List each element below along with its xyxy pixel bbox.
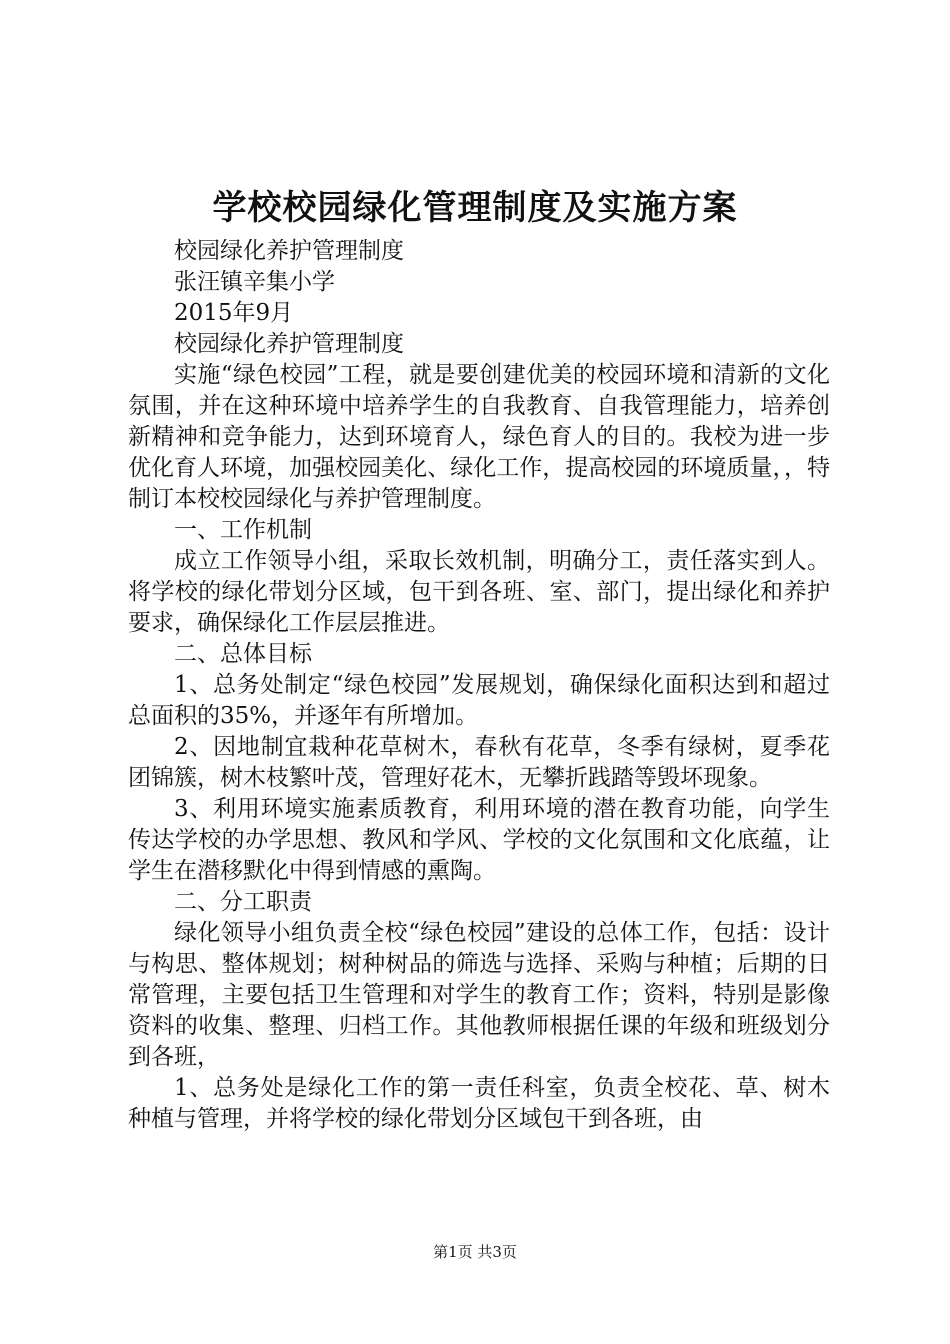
paragraph-goal-3: 3、利用环境实施素质教育，利用环境的潜在教育功能，向学生传达学校的办学思想、教风和学风、学校的文化氛围和文化底蕴，让学生在潜移默化中得到情感的熏陶。 [128, 796, 830, 884]
paragraph-goal-2: 2、因地制宜栽种花草树木，春秋有花草，冬季有绿树，夏季花团锦簇，树木枝繁叶茂，管理好花木，无攀折践踏等毁坏现象。 [128, 734, 830, 791]
paragraph-goal-1: 1、总务处制定“绿色校园”发展规划，确保绿化面积达到和超过总面积的35%，并逐年有所增加。 [128, 672, 830, 729]
paragraph-duty-1: 1、总务处是绿化工作的第一责任科室，负责全校花、草、树木种植与管理，并将学校的绿化带划分区域包干到各班，由 [128, 1075, 830, 1132]
paragraph-duties: 绿化领导小组负责全校“绿色校园”建设的总体工作，包括：设计与构思、整体规划；树种树品的筛选与选择、采购与种植；后期的日常管理，主要包括卫生管理和对学生的教育工作；资料，特别是影像资料的收集、整理、归档工作。其他教师根据任课的年级和班级划分到各班， [128, 920, 830, 1070]
section-heading-mechanism: 一、工作机制 [174, 517, 312, 543]
document-title: 学校校园绿化管理制度及实施方案 [212, 188, 738, 228]
page-footer: 第1页 共3页 [433, 1243, 517, 1261]
section-heading-goals: 二、总体目标 [174, 641, 312, 667]
paragraph-heading: 校园绿化养护管理制度 [174, 331, 404, 357]
paragraph-date: 2015年9月 [174, 300, 294, 326]
section-heading-duties: 二、分工职责 [174, 889, 312, 915]
paragraph-mechanism: 成立工作领导小组，采取长效机制，明确分工，责任落实到人。将学校的绿化带划分区域，包干到各班、室、部门，提出绿化和养护要求，确保绿化工作层层推进。 [128, 548, 830, 636]
paragraph-school: 张汪镇辛集小学 [174, 269, 335, 295]
paragraph-subtitle: 校园绿化养护管理制度 [174, 238, 404, 264]
paragraph-intro: 实施“绿色校园”工程，就是要创建优美的校园环境和清新的文化氛围，并在这种环境中培养学生的自我教育、自我管理能力，培养创新精神和竞争能力，达到环境育人，绿色育人的目的。我校为进一步优化育人环境，加强校园美化、绿化工作，提高校园的环境质量，，特制订本校校园绿化与养护管理制度。 [128, 362, 830, 512]
document-body [128, 236, 830, 1135]
